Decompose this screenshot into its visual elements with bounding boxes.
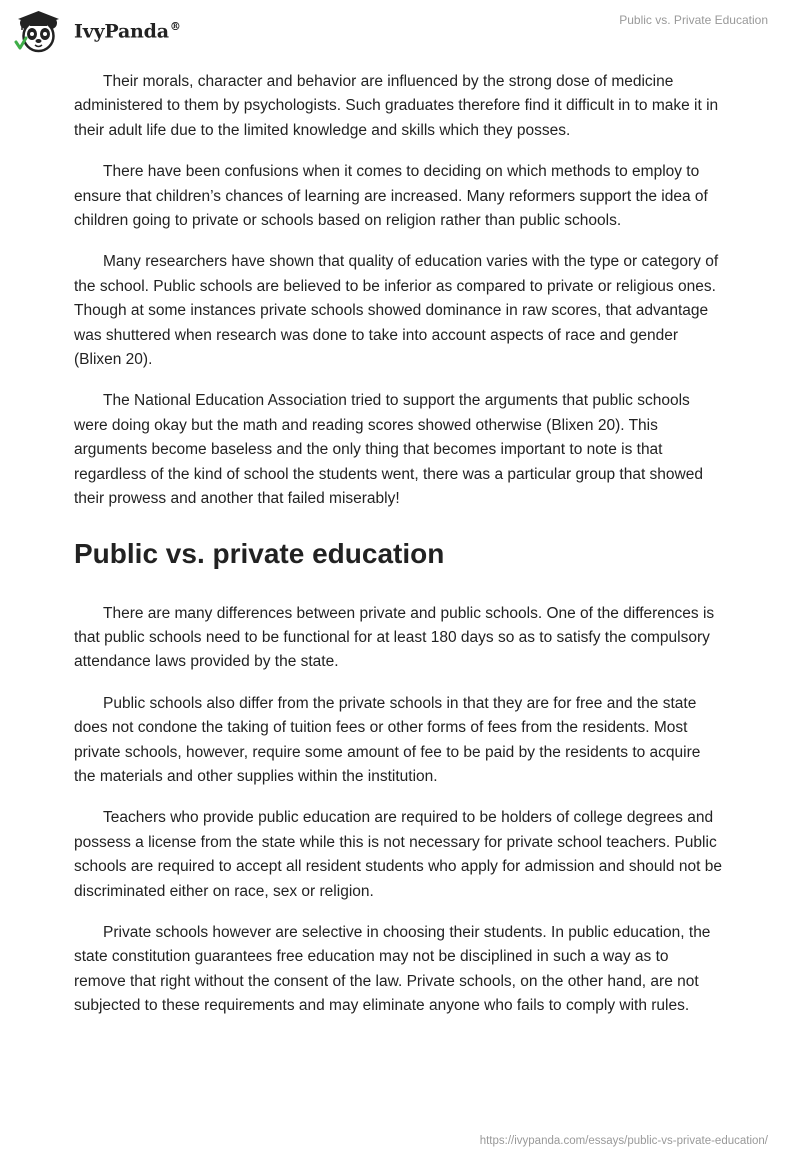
paragraph: Teachers who provide public education are required to be holders of college degrees and possess a license from the state while this is not necessary for private school teachers. Public schools are required to accept all resident students who apply for admission and should not be discriminated either on race, sex or religion.: [74, 809, 722, 900]
brand-name: [74, 20, 181, 42]
section-heading: Public vs. private education: [74, 537, 445, 569]
paragraph: Public schools also differ from the private schools in that they are for free and the state does not condone the taking of tuition fees or other forms of fees from the residents. Most private schools, however, require some amount of fee to be paid by the residents to acquire the materials and other supplies within the institution.: [74, 694, 701, 785]
paragraph: Many researchers have shown that quality of education varies with the type or category of the school. Public schools are believed to be inferior as compared to private or religious ones. Though at some instances private schools showed dominance in raw scores, that advantage was shuttered when research was done to take into account aspects of race and gender (Blixen 20).: [74, 253, 719, 369]
registered-mark: ®: [169, 19, 181, 33]
page-header: [0, 0, 800, 60]
source-url[interactable]: https://ivypanda.com/essays/public-vs-private-education/: [479, 1135, 768, 1147]
brand-text: IvyPanda: [74, 20, 169, 43]
essay-content: [74, 70, 724, 1036]
paragraph: There have been confusions when it comes to deciding on which methods to employ to ensure that children’s chances of learning are increased. Many reformers support the idea of children going to private or schools based on religion rather than public schools.: [74, 163, 708, 230]
running-title: Public vs. Private Education: [619, 13, 768, 27]
paragraph: Their morals, character and behavior are influenced by the strong dose of medicine administered to them by psychologists. Such graduates therefore find it difficult in to make it in their adult life due to the limited knowledge and skills which they posses.: [74, 73, 719, 139]
paragraph: There are many differences between private and public schools. One of the differences is that public schools need to be functional for at least 180 days so as to satisfy the compulsory attendance laws provided by the state.: [74, 604, 715, 671]
logo[interactable]: [14, 8, 181, 54]
paragraph: The National Education Association tried to support the arguments that public schools were doing okay but the math and reading scores showed otherwise (Blixen 20). This arguments become baseless and the only thing that becomes important to note is that regardless of the kind of school the students went, there was a particular group that showed their prowess and another that failed miserably!: [74, 392, 703, 508]
panda-logo-icon: [14, 8, 64, 54]
paragraph: Private schools however are selective in choosing their students. In public education, the state constitution guarantees free education may not be disciplined in such a way as to remove that right without the consent of the law. Private schools, on the other hand, are not subjected to these requirements and may eliminate anyone who fails to comply with rules.: [74, 923, 711, 1015]
